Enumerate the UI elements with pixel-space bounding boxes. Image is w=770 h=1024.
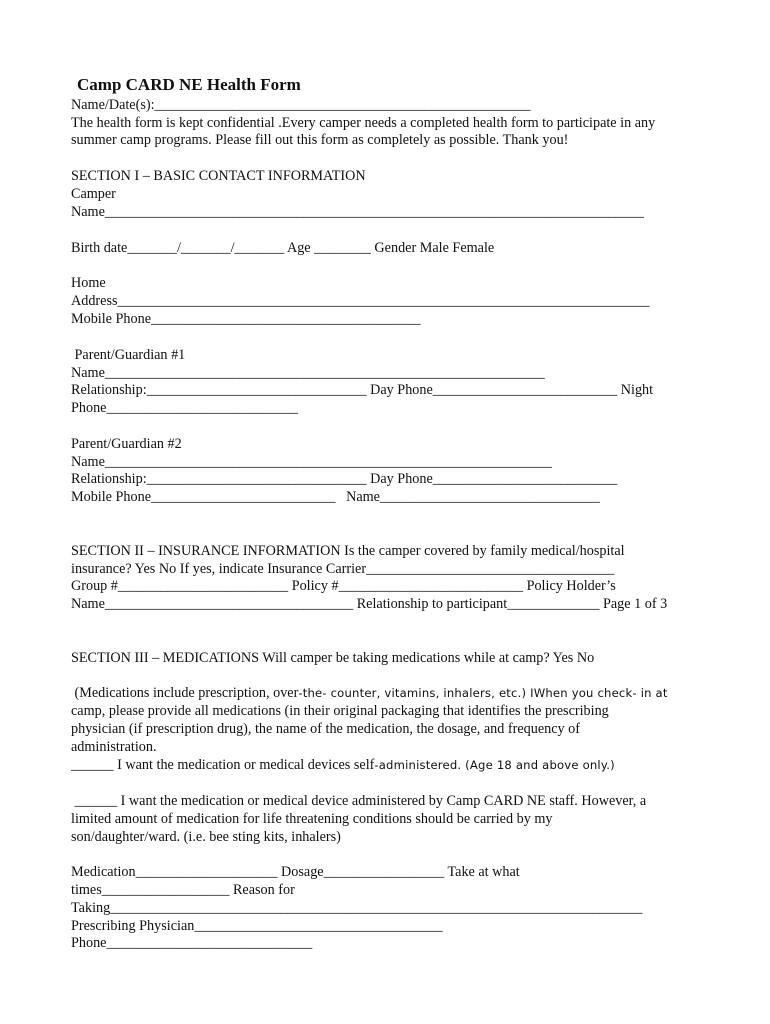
camper-label: Camper <box>71 186 116 202</box>
times-reason-field[interactable]: times__________________ Reason for <box>71 882 295 898</box>
policy-holder-name-field[interactable]: Name___________________________________ Relationship to participant_____________ Page 1 of 3 <box>71 596 668 612</box>
parent2-heading: Parent/Guardian #2 <box>71 436 182 452</box>
name-dates-field[interactable]: Name/Date(s):_____________________________________________________ <box>71 97 531 113</box>
medications-note-serif: (Medications include prescription, over <box>71 685 299 701</box>
prescribing-physician-field[interactable]: Prescribing Physician___________________________________ <box>71 918 443 934</box>
medications-note-line-1 <box>71 684 668 702</box>
form-title: Camp CARD NE Health Form <box>77 75 301 94</box>
medications-note-line-4: administration. <box>71 739 157 755</box>
parent1-relationship-field[interactable]: Relationship:_______________________________ Day Phone__________________________ Night <box>71 382 654 398</box>
medications-note-sans: -the- counter, vitamins, inhalers, etc.) IWhen you check- in at <box>298 686 668 700</box>
intro-text-line-1: The health form is kept confidential .Every camper needs a completed health form to participate in any <box>71 115 656 131</box>
home-label: Home <box>71 275 106 291</box>
staff-administered-line-2: limited amount of medication for life threatening conditions should be carried by my <box>71 811 553 827</box>
parent2-mobile-field[interactable]: Mobile Phone__________________________ Name_______________________________ <box>71 489 600 505</box>
parent1-name-field[interactable]: Name______________________________________________________________ <box>71 365 545 381</box>
staff-administered-option[interactable]: ______ I want the medication or medical device administered by Camp CARD NE staff. However, a <box>71 793 647 809</box>
parent1-heading: Parent/Guardian #1 <box>71 347 186 363</box>
self-administered-sans: -administered. (Age 18 and above only.) <box>374 758 615 772</box>
parent1-phone-field[interactable]: Phone___________________________ <box>71 400 298 416</box>
taking-reason-field[interactable]: Taking___________________________________________________________________________ <box>71 900 643 916</box>
staff-administered-line-3: son/daughter/ward. (i.e. bee sting kits, inhalers) <box>71 829 341 845</box>
birth-age-gender-field[interactable]: Birth date_______/_______/_______ Age ________ Gender Male Female <box>71 240 495 256</box>
intro-text-line-2: summer camp programs. Please fill out this form as completely as possible. Thank you! <box>71 132 569 148</box>
section1-heading: SECTION I – BASIC CONTACT INFORMATION <box>71 168 366 184</box>
home-address-field[interactable]: Address___________________________________________________________________________ <box>71 293 650 309</box>
parent2-name-field[interactable]: Name_______________________________________________________________ <box>71 454 552 470</box>
medication-dosage-field[interactable]: Medication____________________ Dosage_________________ Take at what <box>71 864 520 880</box>
self-administered-option[interactable] <box>71 756 615 774</box>
mobile-phone-field[interactable]: Mobile Phone______________________________________ <box>71 311 421 327</box>
insurance-carrier-field[interactable]: insurance? Yes No If yes, indicate Insurance Carrier___________________________________ <box>71 561 615 577</box>
self-administered-serif: ______ I want the medication or medical devices self <box>71 757 375 773</box>
section2-line-1: SECTION II – INSURANCE INFORMATION Is the camper covered by family medical/hospital <box>71 543 625 559</box>
physician-phone-field[interactable]: Phone_____________________________ <box>71 935 313 951</box>
medications-note-line-3: physician (if prescription drug), the name of the medication, the dosage, and frequency of <box>71 721 580 737</box>
group-policy-field[interactable]: Group #________________________ Policy #__________________________ Policy Holder’s <box>71 578 616 594</box>
section3-heading: SECTION III – MEDICATIONS Will camper be taking medications while at camp? Yes No <box>71 650 595 666</box>
camper-name-field[interactable]: Name____________________________________________________________________________ <box>71 204 645 220</box>
medications-note-line-2: camp, please provide all medications (in their original packaging that identifies the prescribing <box>71 703 609 719</box>
parent2-relationship-field[interactable]: Relationship:_______________________________ Day Phone__________________________ <box>71 471 618 487</box>
